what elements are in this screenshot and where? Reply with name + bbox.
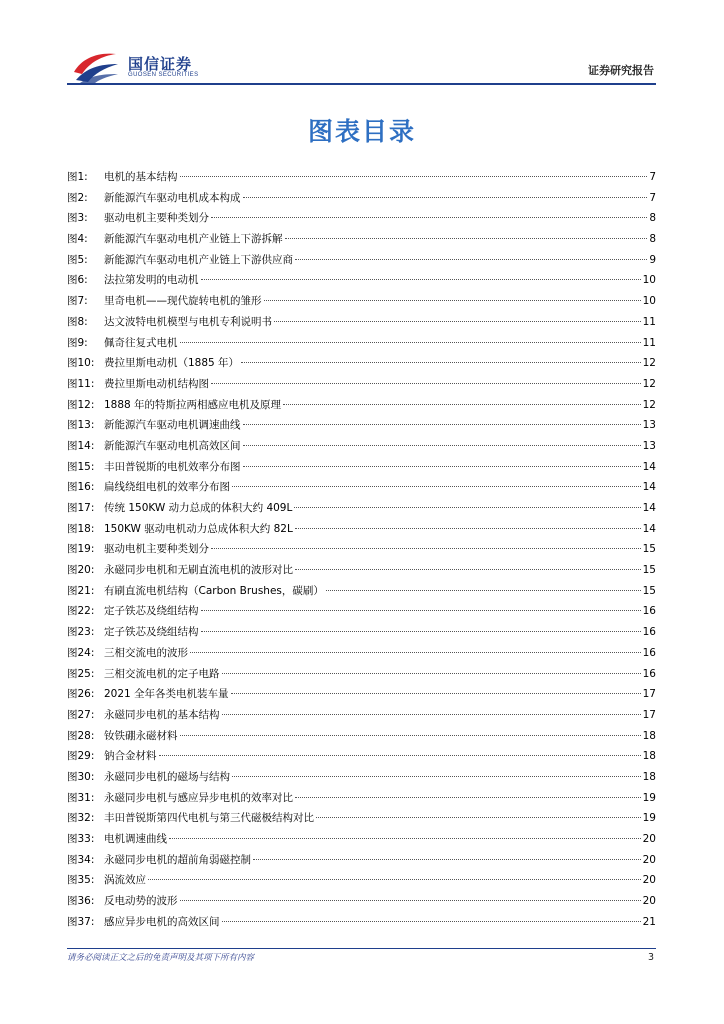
toc-entry-title: 1888 年的特斯拉两相感应电机及原理 (104, 398, 282, 411)
toc-entry-title: 电机的基本结构 (104, 171, 178, 183)
toc-entry-title: 定子铁芯及绕组结构 (104, 605, 199, 618)
toc-entry-label: 图14: (67, 439, 95, 452)
toc-entry-label: 图31: (67, 791, 95, 804)
guosen-logo-mark-icon (72, 50, 120, 84)
logo-chinese-text: 国信证券 (128, 55, 193, 73)
toc-entry-title: 永磁同步电机的基本结构 (104, 708, 220, 721)
logo-english-text: GUOSEN SECURITIES (128, 72, 199, 78)
toc-entry[interactable] (67, 684, 656, 705)
toc-entry-label: 图28: (67, 729, 95, 742)
toc-entry-leader (243, 424, 641, 425)
toc-entry[interactable] (67, 746, 656, 767)
toc-entry-leader (201, 279, 641, 280)
toc-entry-page: 7 (649, 171, 656, 183)
toc-entry-leader (295, 528, 641, 529)
toc-entry-label: 图26: (67, 688, 95, 701)
toc-entry-page: 19 (642, 791, 656, 804)
toc-entry-leader (243, 197, 648, 198)
toc-entry-leader (211, 383, 641, 384)
toc-entry-title: 达文波特电机模型与电机专利说明书 (104, 315, 272, 328)
toc-entry[interactable] (67, 477, 656, 498)
toc-entry-title: 感应异步电机的高效区间 (104, 915, 220, 928)
toc-entry[interactable] (67, 581, 656, 602)
toc-entry-page: 14 (642, 522, 656, 535)
toc-entry-title: 永磁同步电机的磁场与结构 (104, 770, 230, 783)
toc-entry-page: 15 (642, 543, 656, 556)
toc-entry-label: 图30: (67, 770, 95, 783)
toc-entry-label: 图33: (67, 833, 95, 845)
toc-entry[interactable] (67, 643, 656, 664)
toc-entry-leader (180, 900, 641, 901)
toc-entry-title: 涡流效应 (104, 874, 146, 887)
toc-entry[interactable] (67, 912, 656, 933)
toc-entry-leader (232, 486, 641, 487)
toc-entry-title: 里奇电机——现代旋转电机的雏形 (104, 295, 262, 308)
toc-entry-page: 18 (642, 770, 656, 783)
toc-entry-title: 丰田普锐斯的电机效率分布图 (104, 460, 241, 473)
toc-entry-label: 图5: (67, 253, 88, 266)
toc-entry[interactable] (67, 457, 656, 478)
toc-entry-label: 图6: (67, 274, 88, 287)
toc-entry-label: 图12: (67, 398, 95, 411)
toc-entry-leader (295, 797, 641, 798)
toc-entry-title: 驱动电机主要种类划分 (104, 212, 209, 225)
toc-entry-page: 20 (642, 895, 656, 908)
toc-entry[interactable] (67, 705, 656, 726)
toc-entry-page: 13 (642, 419, 656, 432)
toc-entry[interactable] (67, 601, 656, 622)
toc-entry-title: 新能源汽车驱动电机产业链上下游拆解 (104, 233, 283, 246)
toc-entry-leader (326, 590, 641, 591)
toc-entry[interactable] (67, 829, 656, 850)
toc-entry-label: 图4: (67, 233, 88, 246)
toc-entry-page: 20 (642, 874, 656, 887)
toc-entry-label: 图18: (67, 522, 95, 535)
toc-entry-leader (274, 321, 641, 322)
toc-entry[interactable] (67, 436, 656, 457)
toc-entry-title: 三相交流电机的定子电路 (104, 667, 220, 680)
toc-entry-page: 16 (642, 626, 656, 639)
toc-entry-leader (285, 238, 648, 239)
toc-entry-label: 图35: (67, 874, 95, 887)
toc-entry-leader (243, 466, 641, 467)
toc-entry-leader (169, 838, 641, 839)
toc-entry-page: 15 (642, 564, 656, 577)
toc-entry-page: 16 (642, 646, 656, 659)
toc-entry-title: 佩奇往复式电机 (104, 336, 178, 349)
toc-entry-page: 12 (642, 377, 656, 390)
toc-entry-label: 图22: (67, 605, 95, 618)
toc-entry-page: 9 (649, 253, 656, 266)
toc-entry[interactable] (67, 808, 656, 829)
toc-entry-leader (295, 259, 647, 260)
header-divider (67, 83, 656, 85)
toc-entry[interactable] (67, 891, 656, 912)
toc-entry-leader (148, 879, 641, 880)
toc-entry[interactable] (67, 767, 656, 788)
toc-entry-title: 150KW 驱动电机动力总成体积大约 82L (104, 522, 293, 535)
toc-list (67, 167, 656, 932)
toc-entry-leader (180, 342, 641, 343)
toc-entry-leader (180, 176, 648, 177)
toc-entry[interactable] (67, 333, 656, 354)
toc-entry-leader (222, 714, 641, 715)
footer-divider (67, 948, 656, 949)
toc-entry-leader (232, 776, 641, 777)
toc-entry-title: 定子铁芯及绕组结构 (104, 626, 199, 639)
toc-entry[interactable] (67, 188, 656, 209)
toc-entry-label: 图11: (67, 377, 95, 390)
toc-entry-title: 永磁同步电机的超前角弱磁控制 (104, 853, 251, 866)
toc-entry[interactable] (67, 850, 656, 871)
toc-entry-leader (243, 445, 641, 446)
toc-entry[interactable] (67, 560, 656, 581)
toc-entry-label: 图27: (67, 708, 95, 721)
toc-entry-label: 图1: (67, 171, 88, 183)
toc-entry-page: 19 (642, 812, 656, 825)
toc-entry-leader (295, 569, 641, 570)
toc-entry-page: 8 (649, 212, 656, 225)
toc-entry-page: 10 (642, 295, 656, 308)
toc-entry-title: 钠合金材料 (104, 750, 157, 763)
toc-entry-title: 钕铁硼永磁材料 (104, 729, 178, 742)
page-number: 3 (647, 952, 654, 963)
toc-entry-title: 驱动电机主要种类划分 (104, 543, 209, 556)
toc-entry-leader (231, 693, 641, 694)
toc-entry-label: 图24: (67, 646, 95, 659)
toc-entry[interactable] (67, 395, 656, 416)
toc-entry-title: 电机调速曲线 (104, 833, 167, 845)
toc-entry-title: 扁线绕组电机的效率分布图 (104, 481, 230, 494)
toc-entry[interactable] (67, 167, 656, 188)
toc-entry-label: 图7: (67, 295, 88, 308)
toc-entry-label: 图37: (67, 915, 95, 928)
toc-entry-title: 反电动势的波形 (104, 895, 178, 908)
toc-entry-title: 新能源汽车驱动电机调速曲线 (104, 419, 241, 432)
report-type-label: 证券研究报告 (588, 64, 654, 77)
toc-entry[interactable] (67, 270, 656, 291)
toc-entry[interactable] (67, 250, 656, 271)
toc-entry[interactable] (67, 374, 656, 395)
toc-entry-title: 有刷直流电机结构（Carbon Brushes，碳刷） (104, 584, 324, 597)
toc-entry-title: 永磁同步电机与感应异步电机的效率对比 (104, 791, 293, 804)
toc-entry[interactable] (67, 664, 656, 685)
toc-entry-leader (211, 217, 647, 218)
toc-entry-page: 7 (649, 191, 656, 204)
toc-entry[interactable] (67, 870, 656, 891)
toc-entry-leader (294, 507, 640, 508)
toc-entry-leader (159, 755, 641, 756)
toc-entry[interactable] (67, 229, 656, 250)
toc-entry[interactable] (67, 415, 656, 436)
toc-entry-leader (190, 652, 641, 653)
footer-disclaimer: 请务必阅读正文之后的免责声明及其项下所有内容 (67, 953, 255, 963)
toc-entry-label: 图21: (67, 584, 95, 597)
toc-entry[interactable] (67, 622, 656, 643)
toc-entry-label: 图17: (67, 502, 95, 514)
toc-entry-leader (222, 673, 641, 674)
toc-entry-leader (264, 300, 641, 301)
toc-entry-title: 新能源汽车驱动电机成本构成 (104, 191, 241, 204)
toc-entry-leader (253, 859, 641, 860)
toc-entry[interactable] (67, 726, 656, 747)
toc-entry-page: 8 (649, 233, 656, 246)
toc-entry-title: 法拉第发明的电动机 (104, 274, 199, 287)
toc-entry-page: 20 (642, 833, 656, 845)
toc-entry-label: 图9: (67, 336, 88, 349)
toc-entry[interactable] (67, 208, 656, 229)
toc-entry-leader (316, 817, 641, 818)
toc-entry[interactable] (67, 788, 656, 809)
toc-entry-leader (180, 735, 641, 736)
toc-entry-label: 图8: (67, 315, 88, 328)
toc-entry-label: 图25: (67, 667, 95, 680)
toc-title: 图表目录 (307, 117, 416, 146)
toc-entry-page: 17 (642, 708, 656, 721)
toc-entry-leader (283, 404, 641, 405)
toc-entry-page: 17 (642, 688, 656, 701)
toc-entry-label: 图15: (67, 460, 95, 473)
toc-entry[interactable] (67, 291, 656, 312)
toc-entry-page: 20 (642, 853, 656, 866)
toc-entry[interactable] (67, 312, 656, 333)
toc-entry-leader (241, 362, 641, 363)
toc-entry-title: 费拉里斯电动机结构图 (104, 377, 209, 390)
toc-entry-title: 丰田普锐斯第四代电机与第三代磁极结构对比 (104, 812, 314, 825)
toc-entry-label: 图32: (67, 812, 95, 825)
toc-entry-page: 14 (642, 502, 656, 514)
toc-entry-label: 图34: (67, 853, 95, 866)
toc-entry-leader (201, 631, 641, 632)
toc-entry-page: 11 (642, 315, 656, 328)
toc-entry-page: 16 (642, 667, 656, 680)
toc-entry[interactable] (67, 519, 656, 540)
toc-entry-leader (201, 610, 641, 611)
toc-entry-label: 图3: (67, 212, 88, 225)
toc-entry-title: 新能源汽车驱动电机高效区间 (104, 439, 241, 452)
toc-entry[interactable] (67, 539, 656, 560)
toc-entry[interactable] (67, 498, 656, 519)
toc-entry-page: 13 (642, 439, 656, 452)
guosen-logo (72, 50, 202, 84)
toc-entry-page: 14 (642, 460, 656, 473)
toc-entry-label: 图13: (67, 419, 95, 432)
toc-entry-label: 图29: (67, 750, 95, 763)
toc-entry-label: 图10: (67, 357, 95, 370)
toc-entry-leader (222, 921, 641, 922)
toc-entry-page: 11 (642, 336, 656, 349)
toc-entry-page: 12 (642, 357, 656, 370)
toc-entry-label: 图19: (67, 543, 95, 556)
toc-entry-title: 永磁同步电机和无刷直流电机的波形对比 (104, 564, 293, 577)
page-header (0, 0, 724, 90)
toc-entry-label: 图16: (67, 481, 95, 494)
toc-entry-title: 三相交流电的波形 (104, 646, 188, 659)
toc-entry-page: 10 (642, 274, 656, 287)
toc-entry-label: 图36: (67, 895, 95, 908)
toc-entry-label: 图23: (67, 626, 95, 639)
toc-entry-page: 14 (642, 481, 656, 494)
toc-entry-page: 18 (642, 750, 656, 763)
toc-entry-leader (211, 548, 641, 549)
toc-entry-page: 15 (642, 584, 656, 597)
toc-entry-page: 18 (642, 729, 656, 742)
toc-entry-label: 图2: (67, 191, 88, 204)
toc-entry-page: 16 (642, 605, 656, 618)
toc-entry-title: 费拉里斯电动机（1885 年） (104, 357, 240, 370)
toc-entry-page: 12 (642, 398, 656, 411)
toc-entry[interactable] (67, 353, 656, 374)
toc-entry-title: 2021 全年各类电机装车量 (104, 688, 229, 701)
toc-entry-title: 传统 150KW 动力总成的体积大约 409L (104, 502, 293, 514)
toc-entry-title: 新能源汽车驱动电机产业链上下游供应商 (104, 253, 293, 266)
toc-entry-label: 图20: (67, 564, 95, 577)
toc-entry-page: 21 (642, 915, 656, 928)
